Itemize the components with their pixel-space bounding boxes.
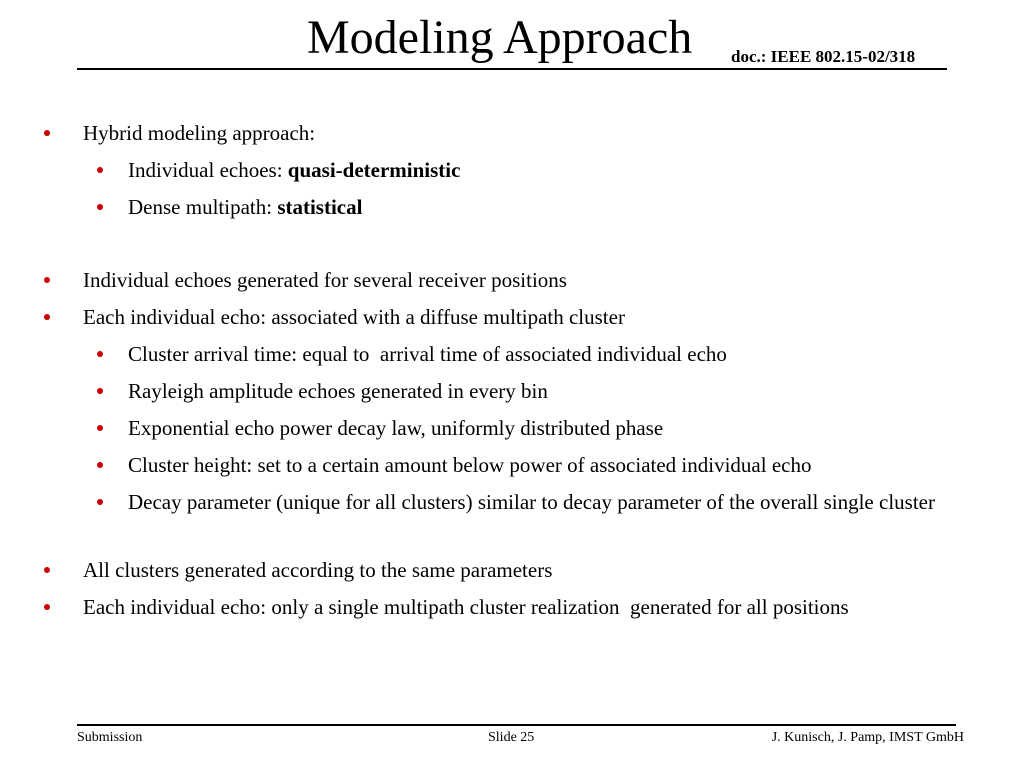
bullet-text: Exponential echo power decay law, uniformly distributed phase xyxy=(128,416,664,440)
sub-bullet-item xyxy=(128,376,978,406)
sub-bullet-item xyxy=(128,487,978,517)
bullet-text: Dense multipath: xyxy=(128,195,278,219)
bullet-dot-icon xyxy=(97,167,103,173)
bullet-item xyxy=(83,592,953,622)
slide-title: Modeling Approach xyxy=(307,11,693,64)
footer-submission: Submission xyxy=(77,730,143,745)
bullet-dot-icon xyxy=(97,351,103,357)
sub-bullet-item xyxy=(128,339,978,369)
footer-slide-number: Slide 25 xyxy=(488,730,535,745)
bullet-dot-icon xyxy=(97,388,103,394)
sub-bullet-item xyxy=(128,192,978,222)
document-id: doc.: IEEE 802.15-02/318 xyxy=(731,47,916,66)
bullet-item xyxy=(83,555,953,585)
bullet-text: Cluster height: set to a certain amount below power of associated individual echo xyxy=(128,453,812,477)
bullet-text: All clusters generated according to the same parameters xyxy=(83,558,553,582)
bullet-dot-icon xyxy=(44,604,50,610)
bullet-dot-icon xyxy=(97,499,103,505)
bullet-dot-icon xyxy=(97,462,103,468)
footer-divider xyxy=(77,724,956,726)
footer-authors: J. Kunisch, J. Pamp, IMST GmbH xyxy=(771,730,964,745)
bullet-text: Each individual echo: only a single multipath cluster realization generated for all positions xyxy=(83,595,849,619)
sub-bullet-item xyxy=(128,155,978,185)
bullet-text: Hybrid modeling approach: xyxy=(83,121,316,145)
bullet-dot-icon xyxy=(44,130,50,136)
bullet-dot-icon xyxy=(97,425,103,431)
bullet-text: Cluster arrival time: equal to arrival time of associated individual echo xyxy=(128,342,727,366)
bullet-text: Decay parameter (unique for all clusters) similar to decay parameter of the overall single cluster xyxy=(128,490,935,514)
bullet-text: Individual echoes generated for several receiver positions xyxy=(83,268,567,292)
bullet-item xyxy=(83,118,953,148)
sub-bullet-item xyxy=(128,450,978,480)
bullet-dot-icon xyxy=(44,277,50,283)
bullet-text: Rayleigh amplitude echoes generated in every bin xyxy=(128,379,548,403)
bullet-item xyxy=(83,302,953,332)
bullet-item xyxy=(83,265,953,295)
bullet-dot-icon xyxy=(44,567,50,573)
bullet-text: Each individual echo: associated with a diffuse multipath cluster xyxy=(83,305,625,329)
sub-bullet-item xyxy=(128,413,978,443)
bullet-dot-icon xyxy=(44,314,50,320)
bullet-dot-icon xyxy=(97,204,103,210)
bullet-bold-text: quasi-deterministic xyxy=(287,158,461,182)
bullet-bold-text: statistical xyxy=(277,195,363,219)
bullet-text: Individual echoes: xyxy=(128,158,288,182)
